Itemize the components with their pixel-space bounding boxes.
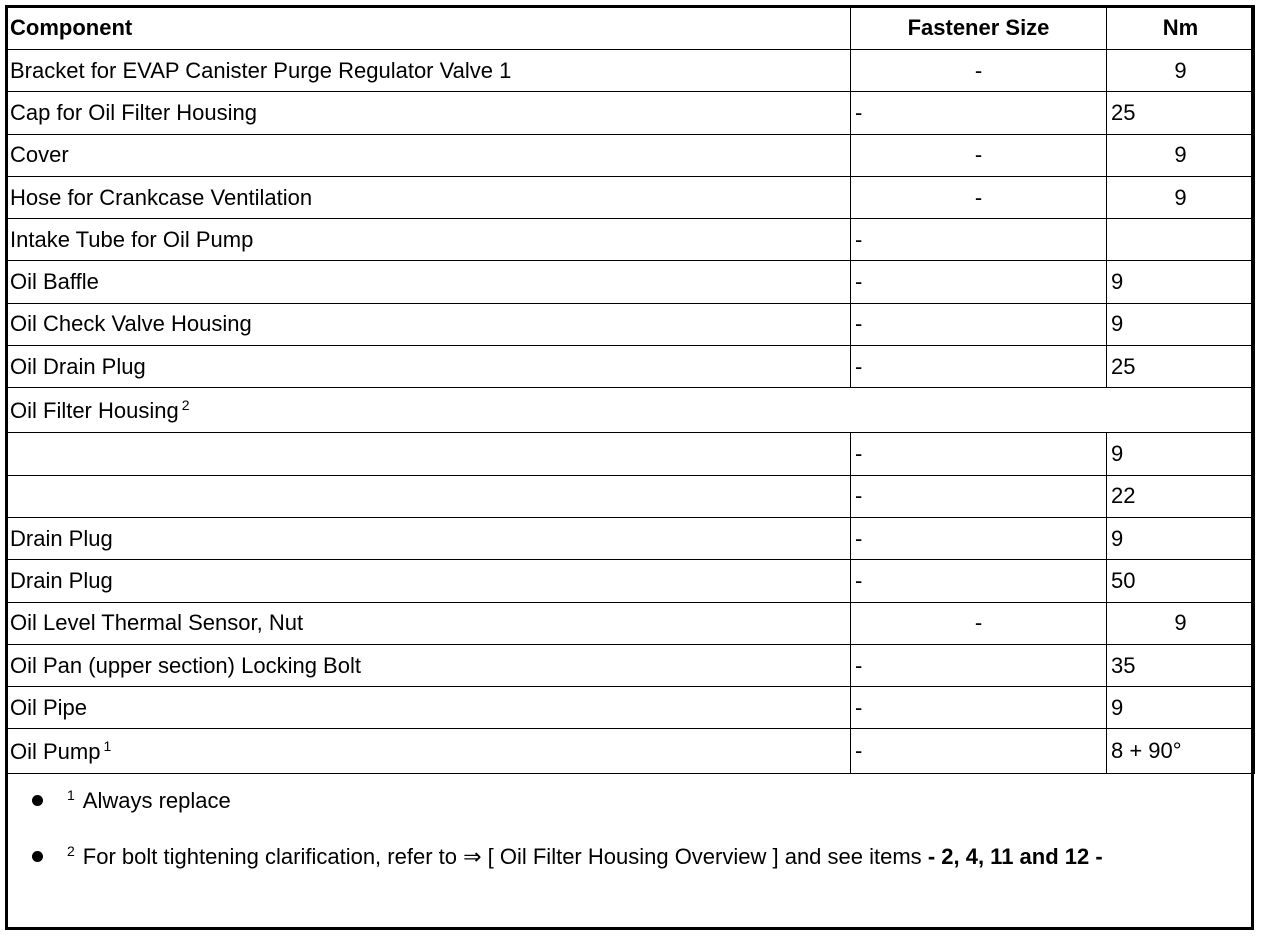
nm-cell: 8 + 90°	[1107, 729, 1255, 774]
nm-cell: 9	[1107, 261, 1255, 303]
table-row	[6, 602, 1255, 644]
component-cell: Oil Pipe	[6, 687, 851, 729]
footnote-text: Always replace	[82, 788, 231, 813]
component-cell: Bracket for EVAP Canister Purge Regulator Valve 1	[6, 50, 851, 92]
nm-cell: 9	[1107, 517, 1255, 559]
component-cell: Cover	[6, 134, 851, 176]
component-text: Oil Pump	[10, 738, 101, 764]
fastener-cell: -	[851, 176, 1107, 218]
component-cell: Oil Drain Plug	[6, 346, 851, 388]
component-cell: Intake Tube for Oil Pump	[6, 219, 851, 261]
fastener-cell: -	[851, 602, 1107, 644]
table-row	[6, 219, 1255, 261]
component-cell	[6, 729, 851, 774]
header-nm: Nm	[1107, 6, 1255, 50]
footnote-items: - 2, 4, 11 and 12 -	[927, 844, 1103, 869]
table-row	[6, 134, 1255, 176]
fastener-cell: -	[851, 261, 1107, 303]
fastener-cell: -	[851, 433, 1107, 475]
group-label	[6, 388, 1255, 433]
footnotes	[8, 775, 1252, 927]
nm-cell: 9	[1107, 134, 1255, 176]
nm-cell: 50	[1107, 560, 1255, 602]
footnote-number: 2	[67, 843, 75, 859]
component-cell: Drain Plug	[6, 517, 851, 559]
header-fastener-size: Fastener Size	[851, 6, 1107, 50]
fastener-cell: -	[851, 729, 1107, 774]
table-row	[6, 433, 1255, 475]
table-row	[6, 346, 1255, 388]
table-row	[6, 303, 1255, 345]
footnote-ref: 1	[103, 737, 112, 754]
fastener-cell: -	[851, 134, 1107, 176]
fastener-cell: -	[851, 219, 1107, 261]
fastener-cell: -	[851, 560, 1107, 602]
nm-cell: 9	[1107, 602, 1255, 644]
fastener-cell: -	[851, 687, 1107, 729]
footnote-number: 1	[67, 787, 75, 803]
component-cell: Hose for Crankcase Ventilation	[6, 176, 851, 218]
component-cell: Oil Check Valve Housing	[6, 303, 851, 345]
component-cell: Drain Plug	[6, 560, 851, 602]
component-cell: Oil Level Thermal Sensor, Nut	[6, 602, 851, 644]
component-cell	[6, 433, 851, 475]
fastener-cell: -	[851, 303, 1107, 345]
nm-cell: 22	[1107, 475, 1255, 517]
fastener-cell: -	[851, 346, 1107, 388]
table-row	[6, 261, 1255, 303]
component-cell: Oil Baffle	[6, 261, 851, 303]
table-row	[6, 92, 1255, 134]
nm-cell: 25	[1107, 346, 1255, 388]
footnote-ref: 2	[181, 396, 190, 413]
nm-cell	[1107, 219, 1255, 261]
table-row	[6, 729, 1255, 774]
nm-cell: 9	[1107, 433, 1255, 475]
table-row	[6, 517, 1255, 559]
group-label-text: Oil Filter Housing	[10, 397, 179, 423]
fastener-cell: -	[851, 92, 1107, 134]
fastener-cell: -	[851, 517, 1107, 559]
component-cell: Cap for Oil Filter Housing	[6, 92, 851, 134]
table-row	[6, 50, 1255, 92]
footnote-1	[32, 787, 231, 814]
fastener-cell: -	[851, 50, 1107, 92]
nm-cell: 9	[1107, 687, 1255, 729]
component-cell	[6, 475, 851, 517]
nm-cell: 35	[1107, 644, 1255, 686]
component-cell: Oil Pan (upper section) Locking Bolt	[6, 644, 851, 686]
bullet-icon	[32, 851, 43, 862]
footnote-text: For bolt tightening clarification, refer to ⇒ [ Oil Filter Housing Overview ] and see items	[82, 844, 922, 869]
nm-cell: 25	[1107, 92, 1255, 134]
nm-cell: 9	[1107, 303, 1255, 345]
torque-table	[5, 5, 1255, 774]
header-component: Component	[6, 6, 851, 50]
nm-cell: 9	[1107, 50, 1255, 92]
group-row-oil-filter-housing	[6, 388, 1255, 433]
fastener-cell: -	[851, 475, 1107, 517]
fastener-cell: -	[851, 644, 1107, 686]
header-row	[6, 6, 1255, 50]
nm-cell: 9	[1107, 176, 1255, 218]
table-row	[6, 687, 1255, 729]
table-row	[6, 475, 1255, 517]
footnote-2	[32, 843, 1103, 870]
table-row	[6, 644, 1255, 686]
table-row	[6, 176, 1255, 218]
table-row	[6, 560, 1255, 602]
bullet-icon	[32, 795, 43, 806]
